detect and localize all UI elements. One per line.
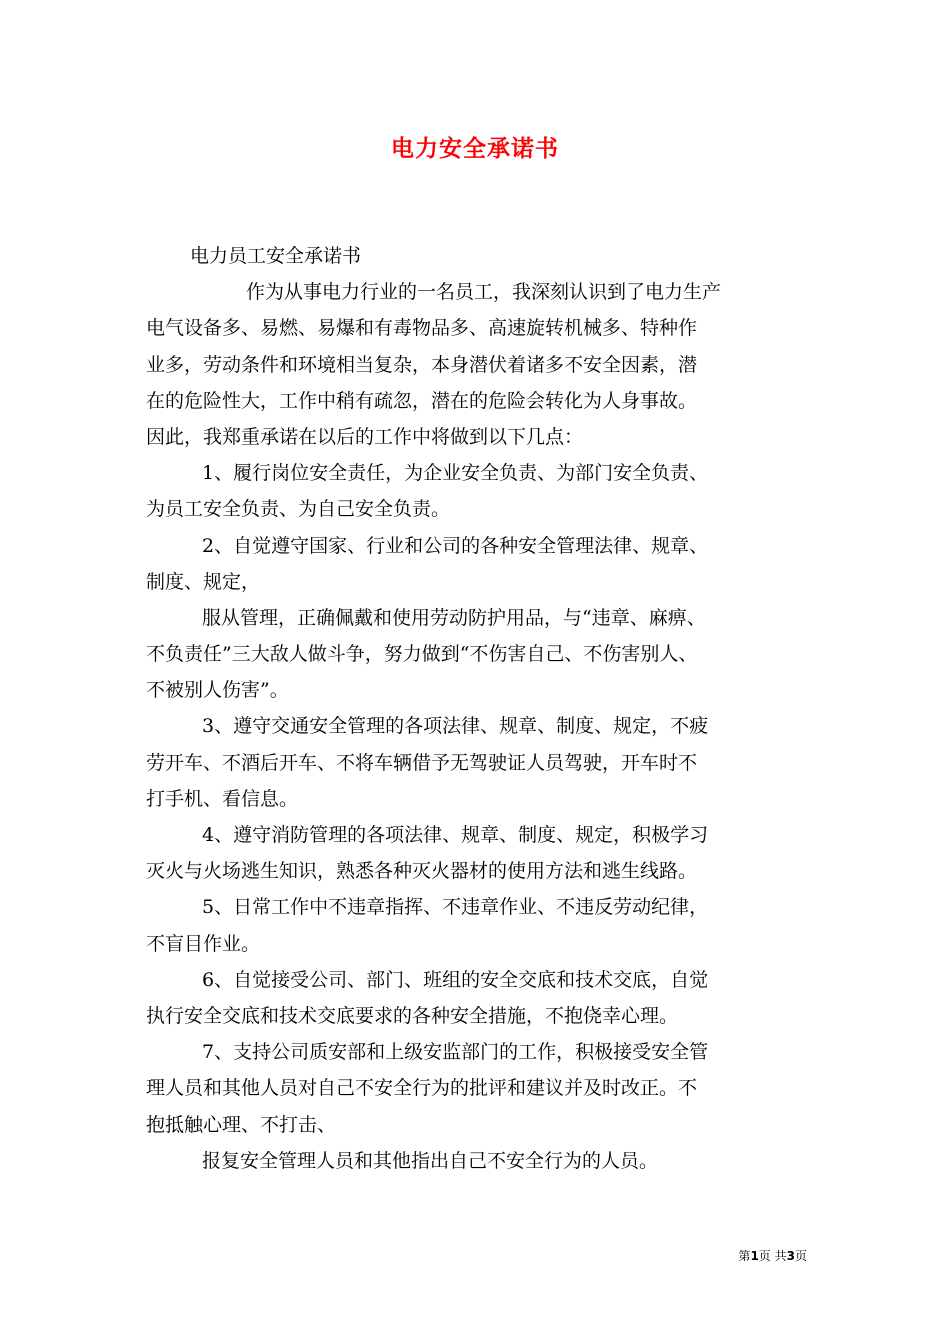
paragraph-line: 打手机、看信息。 [146, 787, 299, 810]
paragraph-line: 执行安全交底和技术交底要求的各种安全措施，不抱侥幸心理。 [146, 1004, 679, 1027]
paragraph-line: 服从管理，正确佩戴和使用劳动防护用品，与“违章、麻痹、 [202, 606, 706, 629]
paragraph-line: 理人员和其他人员对自己不安全行为的批评和建议并及时改正。不 [146, 1077, 698, 1100]
paragraph-line: 业多，劳动条件和环境相当复杂，本身潜伏着诸多不安全因素，潜 [146, 353, 698, 376]
paragraph-line: 4、遵守消防管理的各项法律、规章、制度、规定，积极学习 [202, 824, 709, 846]
document-body [146, 238, 826, 1179]
footer-middle: 页 共 [758, 1249, 787, 1263]
paragraph-line: 不被别人伤害”。 [146, 679, 289, 702]
paragraph-line: 灭火与火场逃生知识，熟悉各种灭火器材的使用方法和逃生线路。 [146, 860, 698, 883]
page-number-footer [738, 1247, 807, 1265]
paragraph-line: 6、自觉接受公司、部门、班组的安全交底和技术交底，自觉 [202, 968, 709, 991]
paragraph-line: 5、日常工作中不违章指挥、不违章作业、不违反劳动纪律， [202, 896, 709, 919]
footer-suffix: 页 [794, 1249, 807, 1263]
paragraph-line: 1、履行岗位安全责任，为企业安全负责、为部门安全负责、 [202, 462, 709, 485]
paragraph-line: 电气设备多、易燃、易爆和有毒物品多、高速旋转机械多、特种作 [146, 317, 698, 340]
subtitle-line: 电力员工安全承诺书 [190, 245, 362, 267]
paragraph-line: 在的危险性大，工作中稍有疏忽，潜在的危险会转化为人身事故。 [146, 389, 698, 412]
paragraph-line: 抱抵触心理、不打击、 [146, 1113, 337, 1136]
paragraph-line: 3、遵守交通安全管理的各项法律、规章、制度、规定，不疲 [202, 715, 709, 738]
paragraph-line: 作为从事电力行业的一名员工，我深刻认识到了电力生产 [246, 281, 722, 304]
footer-prefix: 第 [738, 1249, 751, 1263]
total-pages-number: 3 [786, 1249, 795, 1263]
paragraph-line: 不负责任”三大敌人做斗争，努力做到“不伤害自己、不伤害别人、 [146, 643, 698, 666]
paragraph-line: 制度、规定， [146, 570, 261, 593]
paragraph-line: 7、支持公司质安部和上级安监部门的工作，积极接受安全管 [202, 1041, 709, 1064]
paragraph-line: 不盲目作业。 [146, 932, 261, 955]
current-page-number: 1 [750, 1249, 759, 1263]
paragraph-line: 劳开车、不酒后开车、不将车辆借予无驾驶证人员驾驶，开车时不 [146, 751, 698, 774]
page-title: 电力安全承诺书 [391, 135, 559, 162]
paragraph-line: 2、自觉遵守国家、行业和公司的各种安全管理法律、规章、 [202, 534, 709, 557]
paragraph-line: 报复安全管理人员和其他指出自己不安全行为的人员。 [202, 1149, 659, 1172]
paragraph-line: 为员工安全负责、为自己安全负责。 [146, 498, 451, 521]
paragraph-line: 因此，我郑重承诺在以后的工作中将做到以下几点： [146, 425, 584, 448]
